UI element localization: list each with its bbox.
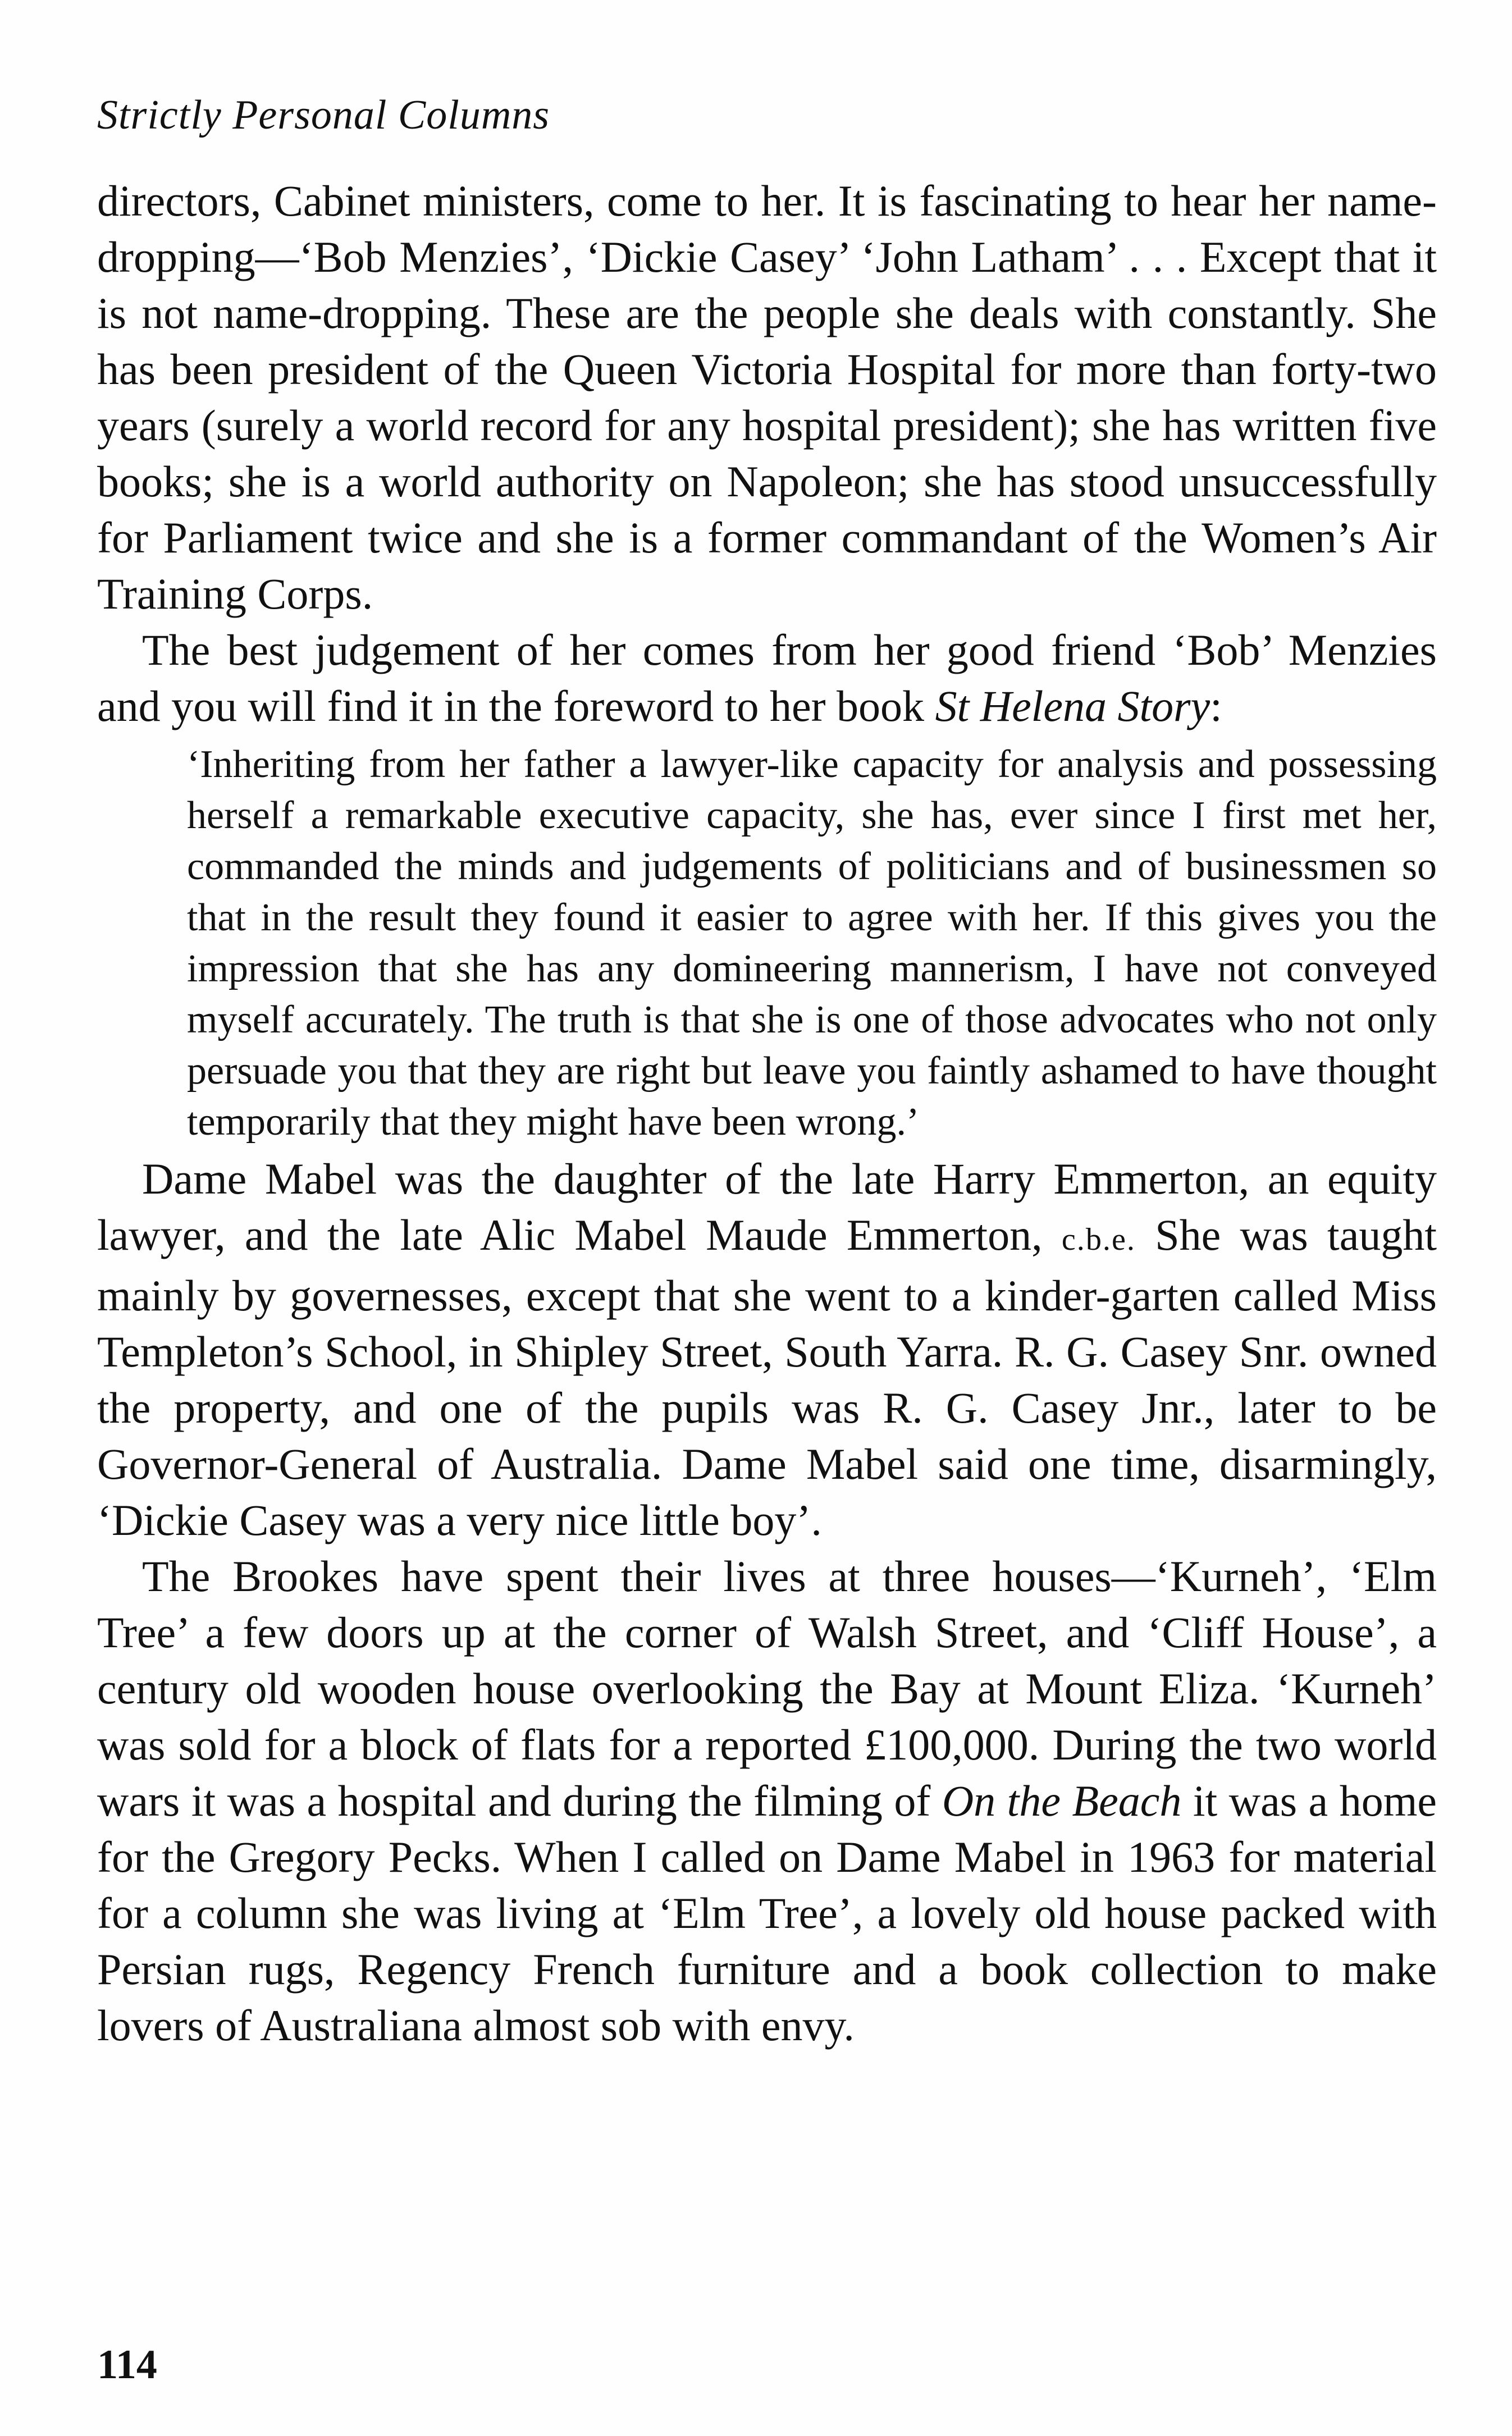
paragraph-3-rest: She was taught mainly by governesses, except that she went to a kinder-garten called Miss Templeton’s School, in Shipley Street, South Yarra. R. G. Casey Snr. owned the property, and one of the pupils was R. G. Casey Jnr., later to be Governor-General of Australia. Dame Mabel said one time, disarmingly, ‘Dickie Casey was a very nice little boy’. xyxy=(97,1210,1437,1544)
paragraph-4-start: The Brookes have spent their lives at three houses—‘Kurneh’, ‘Elm Tree’ a few doors up at the corner of Walsh Street, and ‘Cliff House’, a century old wooden house overlooking the Bay at Mount Eliza. ‘Kurneh’ was sold for a block of flats for a reported £100,000. During the two world wars it was a hospital and during the filming of xyxy=(97,1552,1437,1825)
paragraph-2 xyxy=(97,622,1437,734)
film-title-on-the-beach: On the Beach xyxy=(942,1776,1182,1825)
book-title-st-helena-story: St Helena Story xyxy=(935,682,1210,730)
paragraph-3 xyxy=(97,1151,1437,1548)
block-quote: ‘Inheriting from her father a lawyer-like capacity for analysis and possessing herself a remarkable executive capacity, she has, ever since I first met her, commanded the minds and judgements of politicians and of businessmen so that in the result they found it easier to agree with her. If this gives you the impression that she has any domineering mannerism, I have not conveyed myself accurately. The truth is that she is one of those advocates who not only persuade you that they are right but leave you faintly ashamed to have thought temporarily that they might have been wrong.’ xyxy=(187,743,1437,1144)
running-head: Strictly Personal Columns xyxy=(97,92,550,138)
paragraph-4 xyxy=(97,1548,1437,2054)
body-text xyxy=(97,173,1437,2054)
paragraph-2-end: : xyxy=(1210,682,1222,730)
honour-cbe: c.b.e. xyxy=(1061,1222,1136,1257)
paragraph-3-start: Dame Mabel was the daughter of the late Harry Emmerton, an equity lawyer, and the late Alic Mabel Maude Emmerton, xyxy=(97,1154,1437,1259)
paragraph-2-text: The best judgement of her comes from her good friend ‘Bob’ Menzies and you will find it in the foreword to her book xyxy=(97,625,1437,730)
page-number: 114 xyxy=(97,2342,157,2388)
paragraph-1: directors, Cabinet ministers, come to her. It is fascinating to hear her name-dropping—‘Bob Menzies’, ‘Dickie Casey’ ‘John Latham’ . . . Except that it is not name-dropping. These are the people she deals with constantly. She has been president of the Queen Victoria Hospital for more than forty-two years (surely a world record for any hospital president); she has written five books; she is a world authority on Napoleon; she has stood unsuccessfully for Parliament twice and she is a former commandant of the Women’s Air Training Corps. xyxy=(97,176,1437,618)
paragraph-4-rest: it was a home for the Gregory Pecks. When I called on Dame Mabel in 1963 for material for a column she was living at ‘Elm Tree’, a lovely old house packed with Persian rugs, Regency French furniture and a book collection to make lovers of Australiana almost sob with envy. xyxy=(97,1776,1437,2050)
